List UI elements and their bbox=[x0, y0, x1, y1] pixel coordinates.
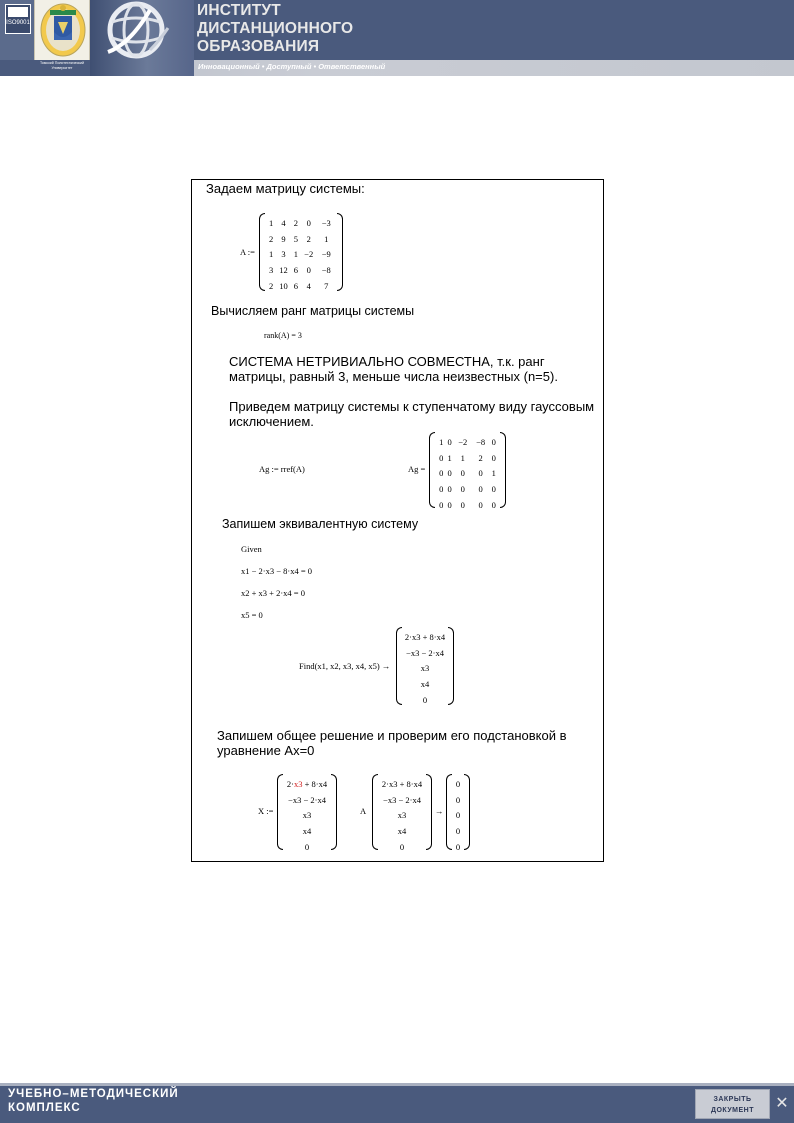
matrix-ag-table: 1 0 −2 −8 0 0 1 1 2 0 0 0 0 0 1 0 0 0 0 0 0 0 0 0 0 bbox=[439, 436, 496, 511]
slogan: Инновационный • Доступный • Ответственный bbox=[198, 62, 386, 71]
rank-expression: rank(A) = 3 bbox=[264, 331, 302, 340]
title-line-2: ДИСТАНЦИОННОГО bbox=[197, 20, 354, 37]
a-times-vector bbox=[372, 774, 432, 853]
stripe-dark bbox=[0, 60, 34, 76]
find-expression: Find(x1, x2, x3, x4, x5) → bbox=[299, 661, 391, 671]
iso-badge bbox=[5, 4, 31, 34]
footer-title-line-1: УЧЕБНО–МЕТОДИЧЕСКИЙ bbox=[8, 1088, 179, 1100]
iso-label: ISO9001 bbox=[6, 20, 30, 26]
title-line-3: ОБРАЗОВАНИЯ bbox=[197, 38, 320, 55]
footer-divider bbox=[0, 1083, 794, 1086]
zero-vector-table: 0 0 0 0 0 bbox=[455, 778, 461, 853]
ag-label: Ag = bbox=[408, 464, 426, 474]
x-vector-first: 2·x3 + 8·x4 bbox=[286, 778, 328, 789]
matrix-ag bbox=[429, 432, 506, 511]
close-label-line-1: ЗАКРЫТЬ bbox=[713, 1096, 752, 1103]
equation-2: x2 + x3 + 2·x4 = 0 bbox=[241, 588, 305, 598]
highlighted-x3: x3 bbox=[293, 778, 303, 789]
find-result-vector bbox=[396, 627, 454, 705]
iso-panel bbox=[0, 0, 34, 60]
globe-icon bbox=[90, 0, 194, 60]
paragraph-gauss: Приведем матрицу системы к ступенчатому виду гауссовым исключением. bbox=[229, 399, 595, 429]
header-bar bbox=[0, 0, 794, 76]
x-label: X := bbox=[258, 806, 274, 816]
close-icon[interactable]: ✕ bbox=[775, 1095, 789, 1112]
heading-general-solution: Запишем общее решение и проверим его подстановкой в уравнение Ax=0 bbox=[217, 728, 567, 758]
heading-matrix: Задаем матрицу системы: bbox=[206, 181, 365, 196]
close-label-line-2: ДОКУМЕНТ bbox=[710, 1107, 755, 1114]
crest-icon bbox=[38, 2, 88, 58]
footer-title bbox=[8, 1088, 179, 1115]
matrix-a bbox=[259, 213, 343, 291]
footer-title-line-2: КОМПЛЕКС bbox=[8, 1101, 81, 1114]
equation-1: x1 − 2·x3 − 8·x4 = 0 bbox=[241, 566, 313, 576]
a-label: A bbox=[360, 806, 367, 816]
paragraph-compatible: СИСТЕМА НЕТРИВИАЛЬНО СОВМЕСТНА, т.к. ранг матрицы, равный 3, меньше числа неизвестных (n=5). bbox=[229, 354, 558, 384]
x-vector-table: 2·x3 + 8·x4 −x3 − 2·x4 x3 x4 0 bbox=[285, 776, 329, 855]
crest-caption: Томский Политехнический Университет bbox=[34, 60, 90, 76]
find-result-table: 2·x3 + 8·x4 −x3 − 2·x4 x3 x4 0 bbox=[404, 631, 446, 706]
title-line-1: ИНСТИТУТ bbox=[197, 2, 281, 19]
arrow-symbol: → bbox=[435, 806, 444, 816]
a-vector-table: 2·x3 + 8·x4 −x3 − 2·x4 x3 x4 0 bbox=[381, 778, 423, 853]
matrix-a-label: A := bbox=[240, 247, 255, 257]
given-keyword: Given bbox=[241, 544, 262, 554]
ag-definition: Ag := rref(A) bbox=[259, 464, 305, 474]
heading-rank: Вычисляем ранг матрицы системы bbox=[211, 304, 415, 318]
globe-emblem bbox=[90, 0, 194, 76]
close-document-button[interactable] bbox=[695, 1089, 770, 1119]
document-frame bbox=[191, 179, 604, 862]
matrix-a-table: 1 4 2 0 −3 2 9 5 2 1 1 3 1 −2 −9 3 12 6 0 −8 2 10 6 4 7 bbox=[268, 217, 331, 292]
heading-equivalent: Запишем эквивалентную систему bbox=[222, 517, 419, 531]
x-vector bbox=[277, 774, 337, 853]
equation-3: x5 = 0 bbox=[241, 610, 263, 620]
institute-title bbox=[197, 2, 353, 56]
zero-vector bbox=[446, 774, 470, 853]
